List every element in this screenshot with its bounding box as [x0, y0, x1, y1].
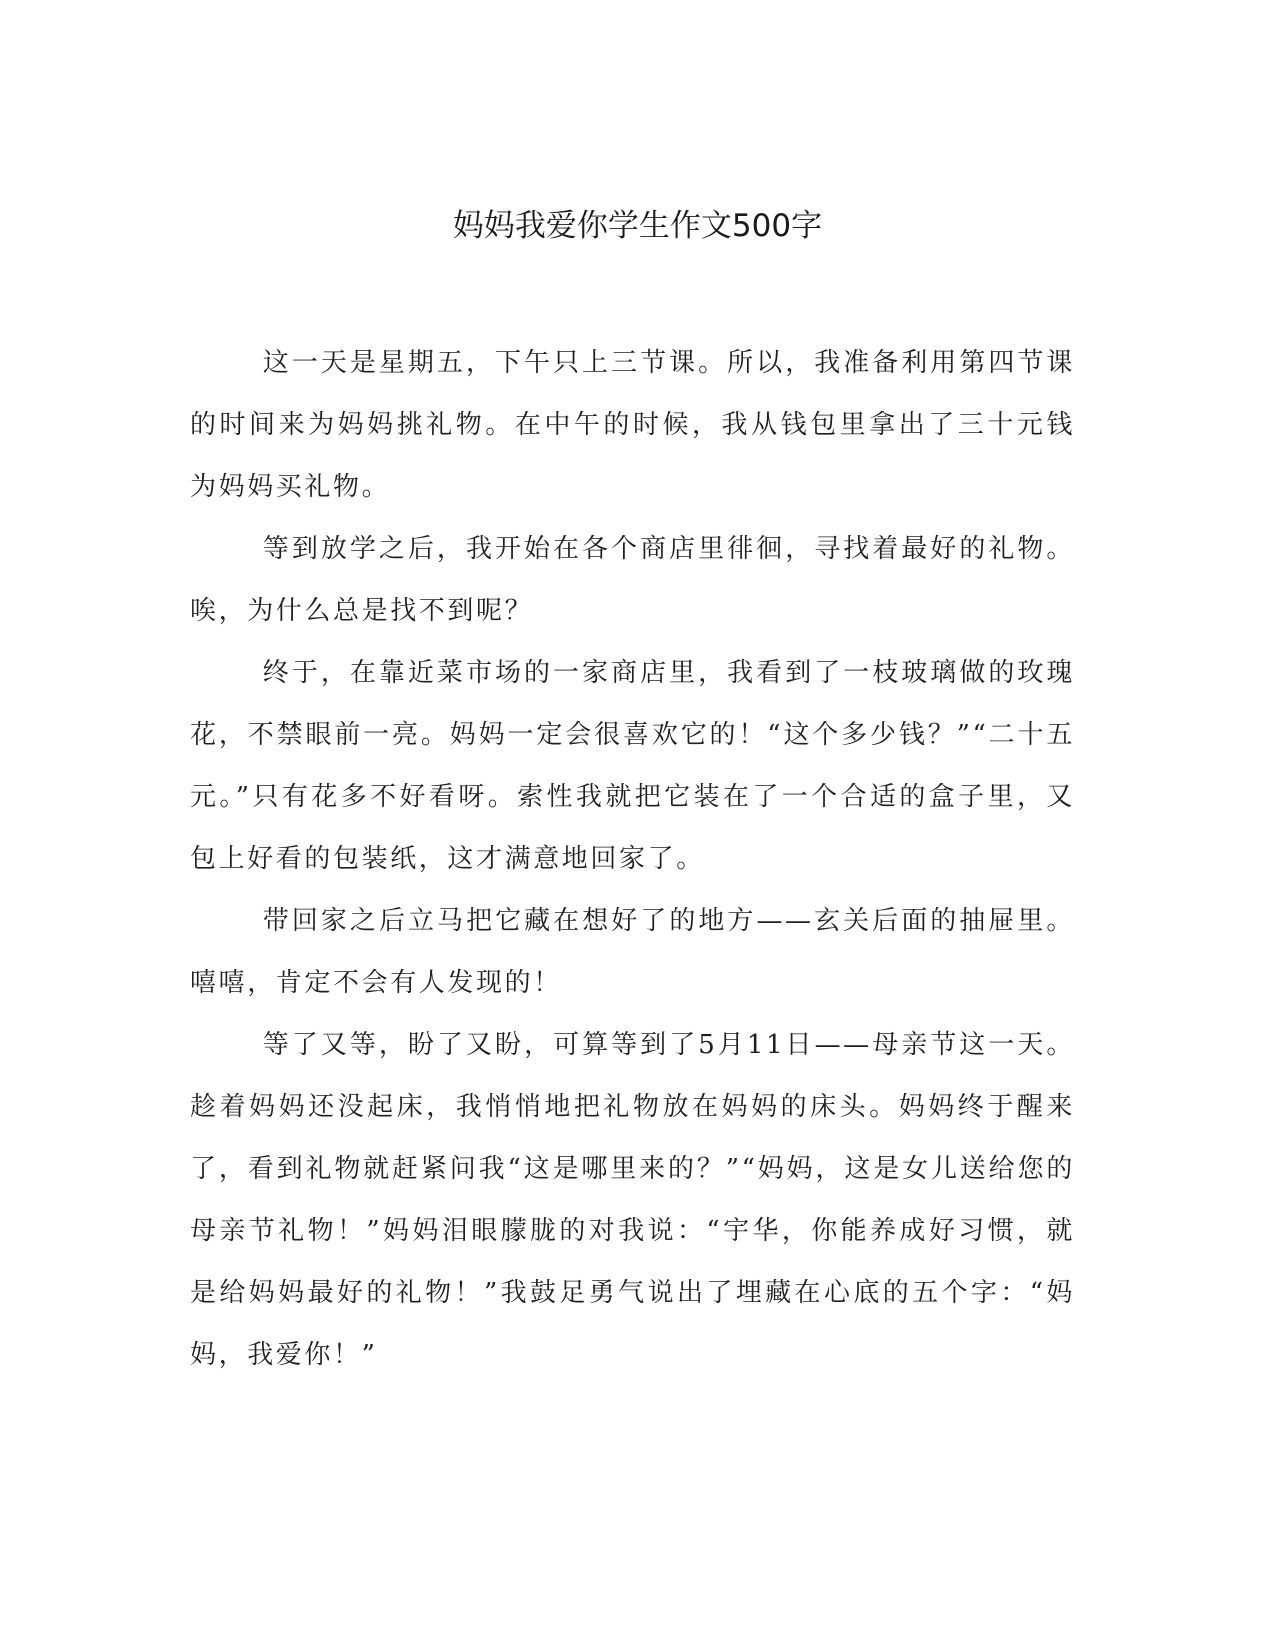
paragraph-3: 终于，在靠近菜市场的一家商店里，我看到了一枝玻璃做的玫瑰花，不禁眼前一亮。妈妈一定会很喜欢它的！“这个多少钱？”“二十五元。”只有花多不好看呀。索性我就把它装在了一个合适的盒子里，又包上好看的包装纸，这才满意地回家了。 [190, 658, 1075, 874]
paragraph-5: 等了又等，盼了又盼，可算等到了5月11日——母亲节这一天。趁着妈妈还没起床，我悄悄地把礼物放在妈妈的床头。妈妈终于醒来了，看到礼物就赶紧问我“这是哪里来的？”“妈妈，这是女儿送给您的母亲节礼物！”妈妈泪眼朦胧的对我说：“宇华，你能养成好习惯，就是给妈妈最好的礼物！”我鼓足勇气说出了埋藏在心底的五个字：“妈妈，我爱你！” [190, 1030, 1075, 1370]
paragraph-2: 等到放学之后，我开始在各个商店里徘徊，寻找着最好的礼物。唉，为什么总是找不到呢？ [190, 534, 1075, 626]
document-body [190, 332, 1075, 1386]
document-title: 妈妈我爱你学生作文500字 [452, 208, 823, 244]
paragraph-1: 这一天是星期五，下午只上三节课。所以，我准备利用第四节课的时间来为妈妈挑礼物。在中午的时候，我从钱包里拿出了三十元钱为妈妈买礼物。 [190, 348, 1075, 502]
paragraph-4: 带回家之后立马把它藏在想好了的地方——玄关后面的抽屉里。嘻嘻，肯定不会有人发现的！ [190, 906, 1075, 998]
